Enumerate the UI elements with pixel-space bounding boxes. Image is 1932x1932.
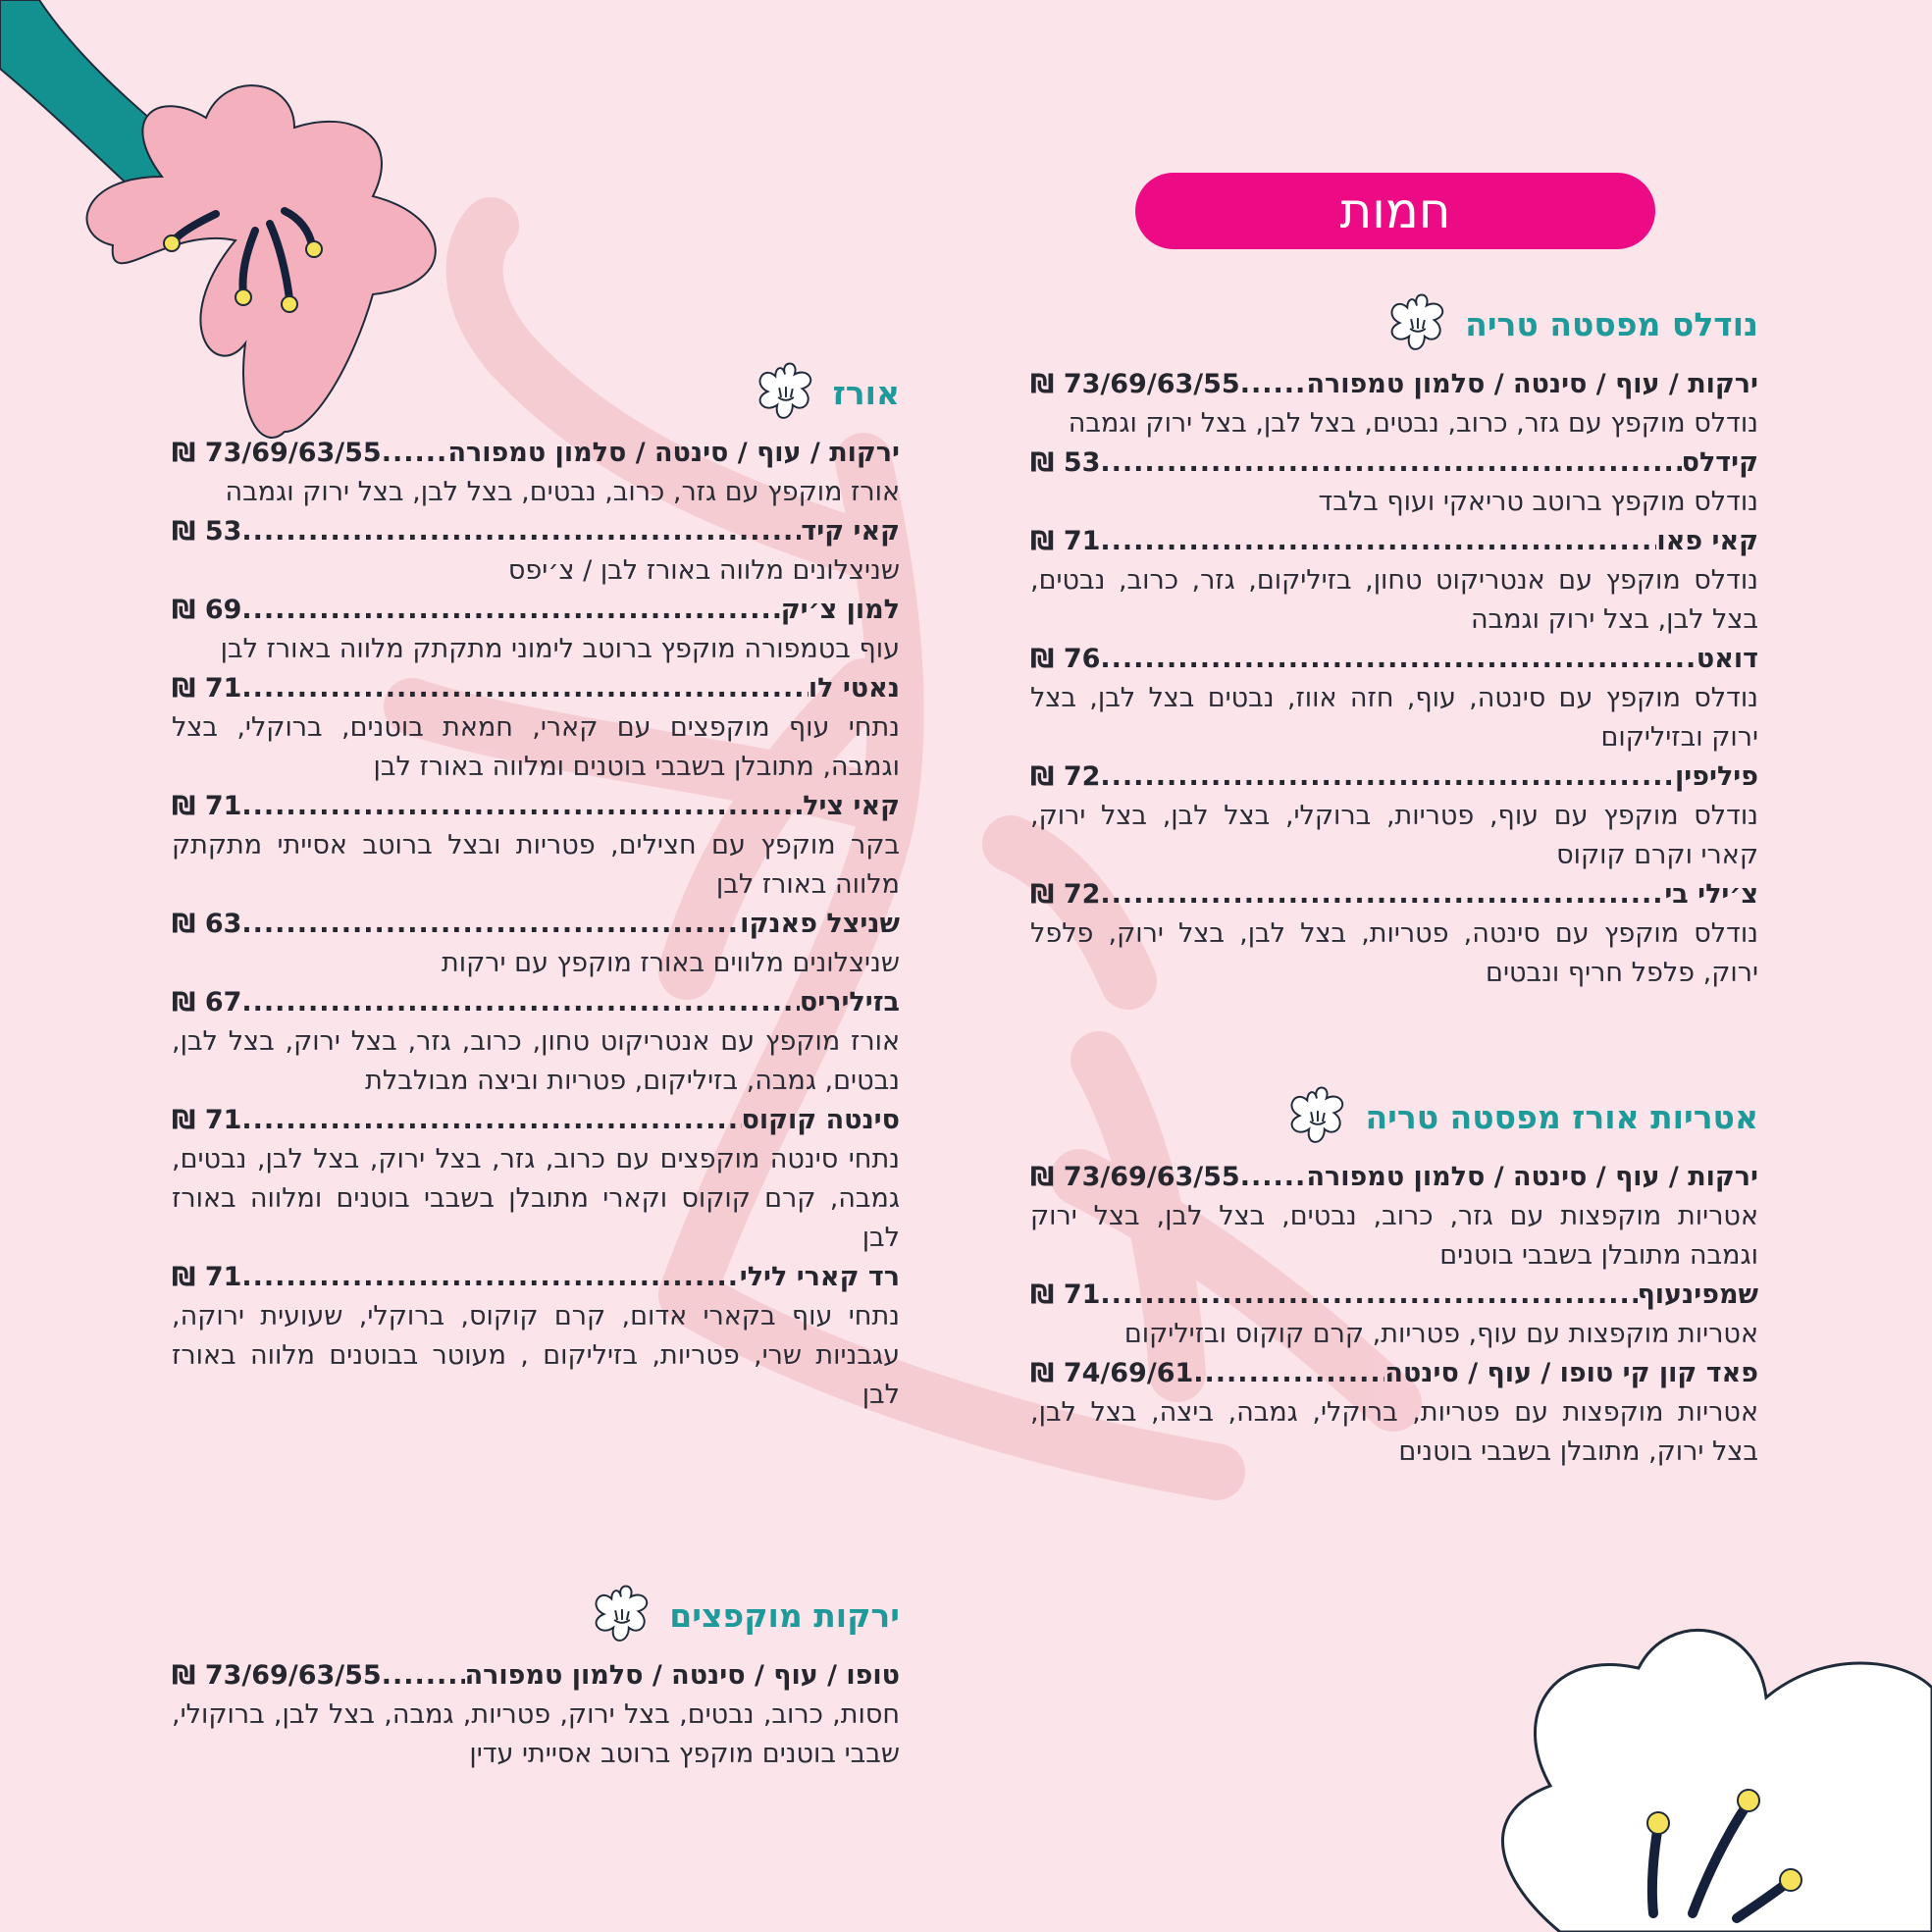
rice-noodles-section [1030, 1079, 1758, 1472]
item-description: נודלס מוקפץ ברוטב טריאקי ועוף בלבד [1318, 487, 1758, 517]
menu-item [1030, 365, 1758, 444]
item-name: ירקות / עוף / סינטה / סלמון טמפורה [1306, 369, 1758, 399]
item-price: 53 ₪ [1030, 447, 1101, 478]
item-price: 71 ₪ [172, 1262, 242, 1292]
menu-item [172, 983, 900, 1101]
item-description: נודלס מוקפץ עם סינטה, עוף, חזה אווז, נבטים בצל לבן, בצל ירוק ובזיליקום [1030, 683, 1758, 753]
menu-item [1030, 875, 1758, 993]
menu-item [172, 1101, 900, 1258]
item-description: אורז מוקפץ עם גזר, כרוב, נבטים, בצל לבן, בצל ירוק וגמבה [225, 477, 900, 507]
menu-item [1030, 444, 1758, 522]
item-description: אטריות מוקפצות עם עוף, פטריות, קרם קוקוס ובזיליקום [1123, 1319, 1758, 1349]
item-name: נאטי לו [808, 673, 900, 704]
menu-item [1030, 757, 1758, 875]
menu-item [172, 512, 900, 591]
rice-section-header [172, 355, 900, 432]
item-price: 73/69/63/55 ₪ [1030, 369, 1240, 399]
flower-icon [1279, 1079, 1355, 1156]
item-name: קידלס [1681, 447, 1758, 478]
menu-item [1030, 640, 1758, 757]
item-description: נתחי עוף מוקפצים עם קארי, חמאת בוטנים, ברוקלי, בצל וגמבה, מתובלן בשבבי בוטנים ומלווה באורז לבן [172, 712, 900, 782]
item-description: אטריות מוקפצות עם פטריות, ברוקלי, גמבה, ביצה, בצל לבן, בצל ירוק, מתובלן בשבבי בוטנים [1030, 1397, 1758, 1467]
category-badge: חמות [1135, 173, 1655, 249]
item-description: שניצלונים מלווה באורז לבן / צ׳יפס [507, 555, 900, 586]
menu-item [172, 1656, 900, 1774]
item-name: שמפינעוף [1637, 1279, 1758, 1310]
item-price: 71 ₪ [172, 1105, 242, 1135]
item-description: נודלס מוקפץ עם סינטה, פטריות, בצל לבן, בצל ירוק, פלפל ירוק, פלפל חריף ונבטים [1030, 918, 1758, 988]
item-price: 72 ₪ [1030, 879, 1101, 910]
rice-noodles-section-title: אטריות אורז מפסטה טריה [1365, 1098, 1758, 1136]
menu-item [1030, 522, 1758, 640]
item-price: 71 ₪ [172, 673, 242, 704]
menu-item [1030, 1158, 1758, 1276]
flower-icon [583, 1578, 659, 1654]
item-price: 76 ₪ [1030, 644, 1101, 674]
item-price: 71 ₪ [172, 791, 242, 821]
item-name: סינטה קוקוס [741, 1105, 900, 1135]
menu-item [172, 434, 900, 512]
noodles-section-title: נודלס מפסטה טריה [1465, 305, 1758, 343]
item-description: אטריות מוקפצות עם גזר, כרוב, נבטים, בצל לבן, בצל ירוק וגמבה מתובלן בשבבי בוטנים [1030, 1201, 1758, 1271]
vegetables-section [172, 1578, 900, 1774]
item-description: נודלס מוקפץ עם גזר, כרוב, נבטים, בצל לבן, בצל ירוק וגמבה [1068, 408, 1758, 439]
noodles-section [1030, 287, 1758, 993]
menu-item [1030, 1354, 1758, 1472]
rice-section [172, 355, 900, 1415]
item-name: טופו / עוף / סינטה / סלמון טמפורה [464, 1660, 900, 1691]
flower-icon [747, 355, 823, 432]
item-price: 67 ₪ [172, 987, 242, 1018]
menu-item [172, 905, 900, 983]
rice-noodles-section-header [1030, 1079, 1758, 1156]
item-price: 73/69/63/55 ₪ [172, 438, 382, 468]
item-name: רד קארי לילי [739, 1262, 900, 1292]
item-price: 73/69/63/55 ₪ [1030, 1162, 1240, 1192]
item-name: שניצל פאנקו [740, 909, 900, 939]
item-description: שניצלונים מלווים באורז מוקפץ עם ירקות [442, 948, 900, 978]
item-description: נתחי סינטה מוקפצים עם כרוב, גזר, בצל ירוק, בצל לבן, נבטים, גמבה, קרם קוקוס וקארי מתובלן בשבבי בוטנים ומלווה באורז לבן [172, 1144, 900, 1253]
menu-item [172, 787, 900, 905]
item-name: פאד קון קי טופו / עוף / סינטה [1384, 1358, 1758, 1388]
item-name: ירקות / עוף / סינטה / סלמון טמפורה [1306, 1162, 1758, 1192]
item-name: צ׳ילי בי [1664, 879, 1758, 910]
item-name: למון צ׳יק [780, 595, 900, 625]
item-name: קאי פאו [1656, 526, 1758, 556]
item-price: 72 ₪ [1030, 761, 1101, 792]
item-price: 71 ₪ [1030, 1279, 1101, 1310]
item-price: 71 ₪ [1030, 526, 1101, 556]
menu-item [172, 669, 900, 787]
item-price: 73/69/63/55 ₪ [172, 1660, 382, 1691]
vegetables-section-header [172, 1578, 900, 1654]
item-price: 53 ₪ [172, 516, 242, 547]
white-flower-decoration [1442, 1590, 1932, 1932]
item-name: בזיליריס [799, 987, 900, 1018]
menu-item [1030, 1276, 1758, 1354]
item-description: עוף בטמפורה מוקפץ ברוטב לימוני מתקתק מלווה באורז לבן [220, 634, 900, 664]
item-description: אורז מוקפץ עם אנטריקוט טחון, כרוב, גזר, בצל ירוק, בצל לבן, נבטים, גמבה, בזיליקום, פטריות וביצה מבולבלת [172, 1026, 900, 1096]
item-description: נודלס מוקפץ עם עוף, פטריות, ברוקלי, בצל לבן, בצל ירוק, קארי וקרם קוקוס [1030, 801, 1758, 870]
item-price: 74/69/61 ₪ [1030, 1358, 1194, 1388]
vegetables-section-title: ירקות מוקפצים [669, 1596, 900, 1635]
item-description: נתחי עוף בקארי אדום, קרם קוקוס, ברוקלי, שעועית ירוקה, עגבניות שרי, פטריות, בזיליקום , מעוטר בבוטנים מלווה באורז לבן [172, 1301, 900, 1410]
item-price: 63 ₪ [172, 909, 242, 939]
menu-item [172, 1258, 900, 1415]
noodles-section-header [1030, 287, 1758, 363]
rice-section-title: אורז [832, 374, 900, 412]
item-name: קאי ציל [803, 791, 900, 821]
item-name: קאי קיד [801, 516, 900, 547]
item-price: 69 ₪ [172, 595, 242, 625]
item-description: חסות, כרוב, נבטים, בצל ירוק, פטריות, גמבה, בצל לבן, ברוקולי, שבבי בוטנים מוקפץ ברוטב אסייתי עדין [172, 1699, 900, 1769]
item-name: פיליפין [1675, 761, 1758, 792]
item-description: בקר מוקפץ עם חצילים, פטריות ובצל ברוטב אסייתי מתקתק מלווה באורז לבן [172, 830, 900, 900]
item-name: דואט [1696, 644, 1758, 674]
item-name: ירקות / עוף / סינטה / סלמון טמפורה [447, 438, 900, 468]
flower-icon [1379, 287, 1455, 363]
item-description: נודלס מוקפץ עם אנטריקוט טחון, בזיליקום, גזר, כרוב, נבטים, בצל לבן, בצל ירוק וגמבה [1030, 565, 1758, 635]
menu-item [172, 591, 900, 669]
